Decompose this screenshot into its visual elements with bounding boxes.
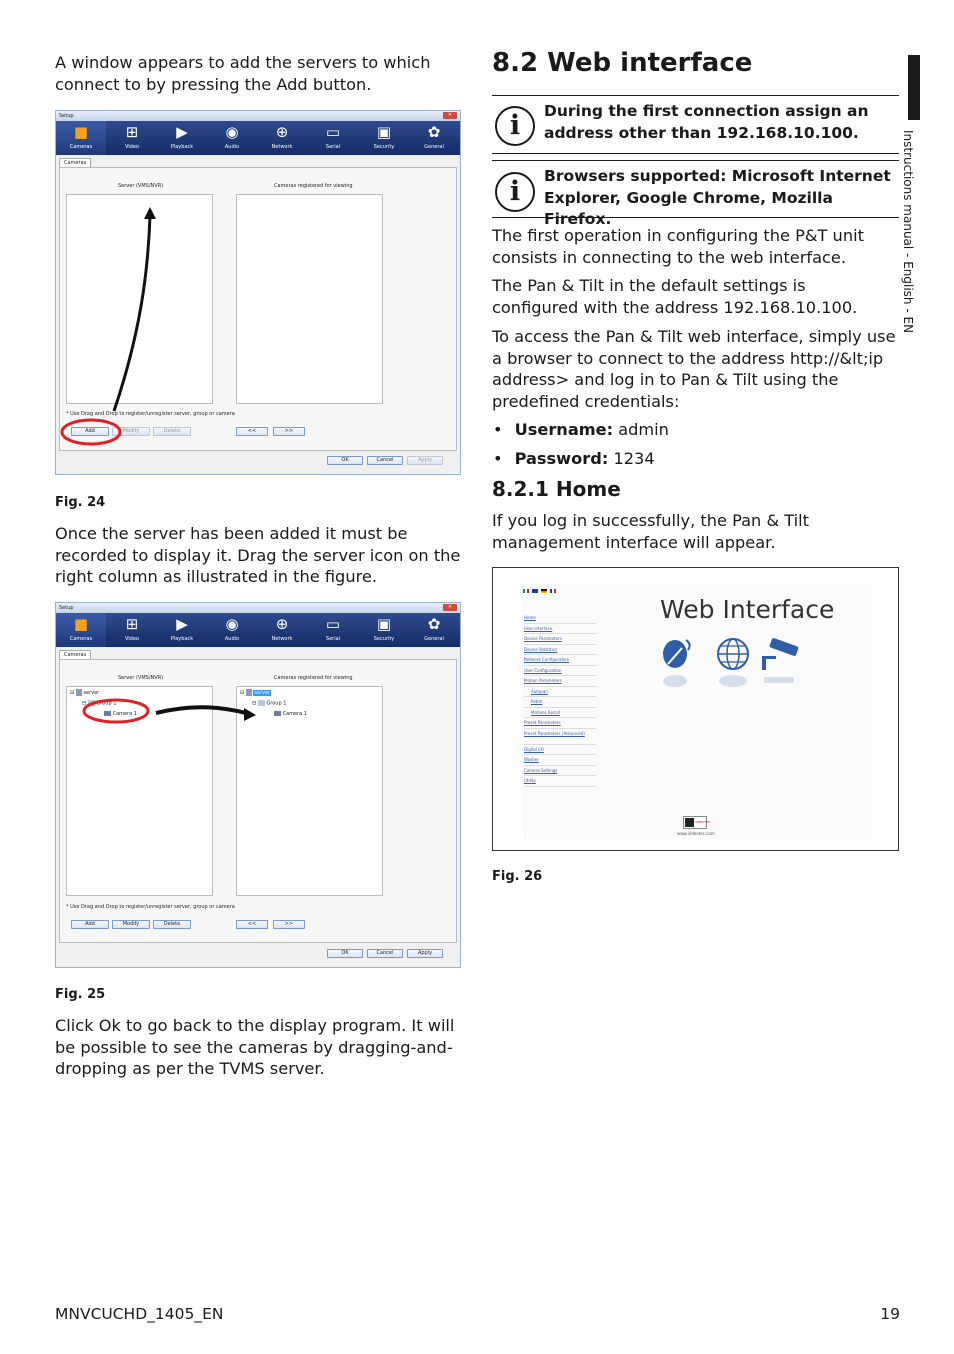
window-title: Setup (59, 605, 74, 611)
toolbar-label: Serial (325, 636, 341, 642)
camera-icon: ■ (73, 615, 89, 633)
info-icon: i (495, 106, 535, 146)
videotec-url: www.videotec.com (677, 831, 715, 836)
toolbar-label: Security (373, 144, 395, 150)
registered-column-label: Cameras registered for viewing (274, 675, 353, 681)
modify-button[interactable]: Modify (112, 427, 150, 436)
web-interface-screenshot (492, 567, 899, 851)
video-grid-icon: ⊞ (125, 123, 139, 141)
toolbar-label: Security (373, 636, 395, 642)
flag-uk-icon[interactable] (532, 589, 538, 593)
setup-window-fig24 (55, 110, 461, 475)
apply-button[interactable]: Apply (407, 456, 443, 465)
registered-column-label: Cameras registered for viewing (274, 183, 353, 189)
tree-camera-label: Camera 1 (112, 711, 137, 717)
security-camera-icon (762, 638, 799, 670)
nav-patrol[interactable]: Patrol (524, 697, 596, 708)
toolbar-label: General (424, 636, 444, 642)
section-heading: 8.2 Web interface (492, 48, 753, 78)
flag-france-icon[interactable] (550, 589, 556, 593)
bullet-icon: • (493, 420, 503, 439)
toolbar-label: Audio (224, 636, 240, 642)
web-interface-icons (658, 634, 808, 689)
arrow-up (114, 216, 150, 411)
gears-icon: ✿ (427, 123, 441, 141)
tree-server-label: server (83, 690, 100, 696)
toolbar-label: Network (271, 636, 293, 642)
apply-button[interactable]: Apply (407, 949, 443, 958)
language-flags[interactable] (523, 588, 556, 595)
fig24-caption: Fig. 24 (55, 495, 106, 510)
flag-germany-icon[interactable] (541, 589, 547, 593)
toolbar-label: Playback (170, 144, 194, 150)
server-column-label: Server (VMS/NVR) (118, 183, 164, 189)
nav-digital-io[interactable]: Digital I/O (524, 745, 596, 756)
server-column-label: Server (VMS/NVR) (118, 675, 164, 681)
nav-motion-parameters[interactable]: Motion Parameters (524, 676, 596, 687)
toolbar-label: Playback (170, 636, 194, 642)
serial-port-icon: ▭ (325, 615, 341, 633)
bullet-username (493, 419, 669, 441)
side-tab-marker (908, 55, 920, 120)
add-button[interactable]: Add (71, 427, 109, 436)
nav-home[interactable]: Home (524, 613, 596, 624)
ok-button[interactable]: OK (327, 456, 363, 465)
unregister-button[interactable]: << (236, 427, 268, 436)
tree-toggle-icon[interactable]: ⊟ (82, 700, 87, 707)
paragraph-login-success: If you log in successfully, the Pan & Tilt management interface will appear. (492, 511, 809, 552)
divider (492, 217, 899, 218)
tree-group-label: Group 1 (266, 700, 287, 707)
toolbar-label: Serial (325, 144, 341, 150)
play-icon: ▶ (176, 615, 188, 633)
tab-cameras[interactable]: Cameras (59, 650, 91, 659)
register-button[interactable]: >> (273, 427, 305, 436)
delete-button[interactable]: Delete (153, 920, 191, 929)
second-paragraph: Once the server has been added it must be recorded to display it. Drag the server icon on the right column as illustrated in the figure. (55, 524, 461, 586)
highlight-circle (62, 420, 120, 444)
logo-mark-icon (685, 818, 694, 827)
logo-text: VIDEOTEC (695, 820, 711, 824)
subsection-heading: 8.2.1 Home (492, 477, 621, 501)
register-button[interactable]: >> (273, 920, 305, 929)
bullet-icon: • (493, 449, 503, 468)
page-number: 19 (880, 1305, 900, 1323)
add-button[interactable]: Add (71, 920, 109, 929)
highlight-circle (84, 700, 148, 722)
nav-camera-settings[interactable]: Camera Settings (524, 766, 596, 777)
toolbar-label: Cameras (69, 144, 93, 150)
paragraph-access: To access the Pan & Tilt web interface, simply use a browser to connect to the address http://&lt;ip address> and log in to Pan & Tilt using the predefined credentials: (492, 327, 896, 411)
divider (492, 95, 899, 96)
paragraph-first-operation: The first operation in configuring the P&T unit consists in connecting to the web interface. (492, 226, 864, 267)
intro-paragraph: A window appears to add the servers to which connect to by pressing the Add button. (55, 53, 431, 94)
nav-autopan[interactable]: Autopan (524, 687, 596, 698)
nav-motions-recall[interactable]: Motions Recall (524, 708, 596, 719)
tree-camera-label: Camera 1 (282, 711, 307, 717)
tree-group-label: Group 1 (96, 700, 117, 707)
delete-button[interactable]: Delete (153, 427, 191, 436)
camera-icon: ■ (73, 123, 89, 141)
arrow-head (144, 207, 156, 219)
nav-device-statistics[interactable]: Device Statistics (524, 645, 596, 656)
tree-toggle-icon[interactable]: ⊟ (70, 690, 75, 696)
speaker-icon: ◉ (225, 123, 239, 141)
nav-utility[interactable]: Utility (524, 776, 596, 787)
nav-user-interface[interactable]: User interface (524, 624, 596, 635)
cancel-button[interactable]: Cancel (367, 949, 403, 958)
modify-button[interactable]: Modify (112, 920, 150, 929)
toolbar-label: Video (124, 636, 139, 642)
info-icon: i (495, 172, 535, 212)
setup-window-fig25 (55, 602, 461, 968)
nav-device-parameters[interactable]: Device Parameters (524, 634, 596, 645)
nav-washer[interactable]: Washer (524, 755, 596, 766)
arrow-right (156, 707, 246, 713)
nav-preset-parameters[interactable]: Preset Parameters (524, 718, 596, 729)
serial-port-icon: ▭ (325, 123, 341, 141)
annotation-overlay (56, 603, 462, 969)
annotation-overlay (56, 111, 462, 476)
drag-drop-note: * Use Drag and Drop to register/unregister server, group or camera (66, 904, 235, 910)
globe-icon: ⊕ (275, 123, 289, 141)
note-browsers: Browsers supported: Microsoft Internet Explorer, Google Chrome, Mozilla Firefox. (544, 167, 891, 228)
sidebar-running-title: Instructions manual - English - EN (901, 130, 915, 334)
nav-network-configuration[interactable]: Network Configuration (524, 655, 596, 666)
password-label: Password: (514, 449, 609, 468)
toolbar-label: Audio (224, 144, 240, 150)
fig26-caption: Fig. 26 (492, 869, 543, 884)
videotec-logo (683, 816, 711, 829)
tree-toggle-icon[interactable]: ⊟ (252, 700, 257, 707)
window-title: Setup (59, 113, 74, 119)
mouse-icon (663, 640, 690, 668)
nav-preset-parameters-advanced[interactable]: Preset Parameters (Advanced) (524, 729, 596, 745)
web-interface-title: Web Interface (660, 595, 835, 624)
toolbar-label: Network (271, 144, 293, 150)
flag-italy-icon[interactable] (523, 589, 529, 593)
password-value: 1234 (608, 449, 655, 468)
bullet-password (493, 448, 655, 470)
lock-icon: ▣ (376, 123, 392, 141)
username-label: Username: (514, 420, 614, 439)
speaker-icon: ◉ (225, 615, 239, 633)
drag-drop-note: * Use Drag and Drop to register/unregister server, group or camera (66, 411, 235, 417)
note-first-connection: During the first connection assign an address other than 192.168.10.100. (544, 102, 869, 142)
close-icon[interactable]: ✕ (443, 112, 457, 119)
toolbar-label: Cameras (69, 636, 93, 642)
video-grid-icon: ⊞ (125, 615, 139, 633)
unregister-button[interactable]: << (236, 920, 268, 929)
gears-icon: ✿ (427, 615, 441, 633)
tab-cameras[interactable]: Cameras (59, 158, 91, 167)
paragraph-default-settings: The Pan & Tilt in the default settings is configured with the address 192.168.10.100. (492, 276, 858, 317)
icon-reflection (663, 675, 794, 687)
cancel-button[interactable]: Cancel (367, 456, 403, 465)
globe-icon: ⊕ (275, 615, 289, 633)
globe-icon (718, 639, 748, 669)
document-code: MNVCUCHD_1405_EN (55, 1305, 224, 1323)
fig25-caption: Fig. 25 (55, 987, 106, 1002)
arrow-head (244, 708, 256, 721)
tree-toggle-icon[interactable]: ⊟ (240, 690, 245, 696)
nav-user-configuration[interactable]: User Configuration (524, 666, 596, 677)
toolbar-label: General (424, 144, 444, 150)
play-icon: ▶ (176, 123, 188, 141)
divider (492, 160, 899, 161)
third-paragraph: Click Ok to go back to the display program. It will be possible to see the cameras by dragging-and-dropping as per the TVMS server. (55, 1016, 455, 1078)
toolbar-label: Video (124, 144, 139, 150)
ok-button[interactable]: OK (327, 949, 363, 958)
tree-server-label: server (254, 690, 271, 696)
web-nav-menu (524, 613, 596, 787)
close-icon[interactable]: ✕ (443, 604, 457, 611)
lock-icon: ▣ (376, 615, 392, 633)
divider (492, 153, 899, 154)
username-value: admin (613, 420, 669, 439)
